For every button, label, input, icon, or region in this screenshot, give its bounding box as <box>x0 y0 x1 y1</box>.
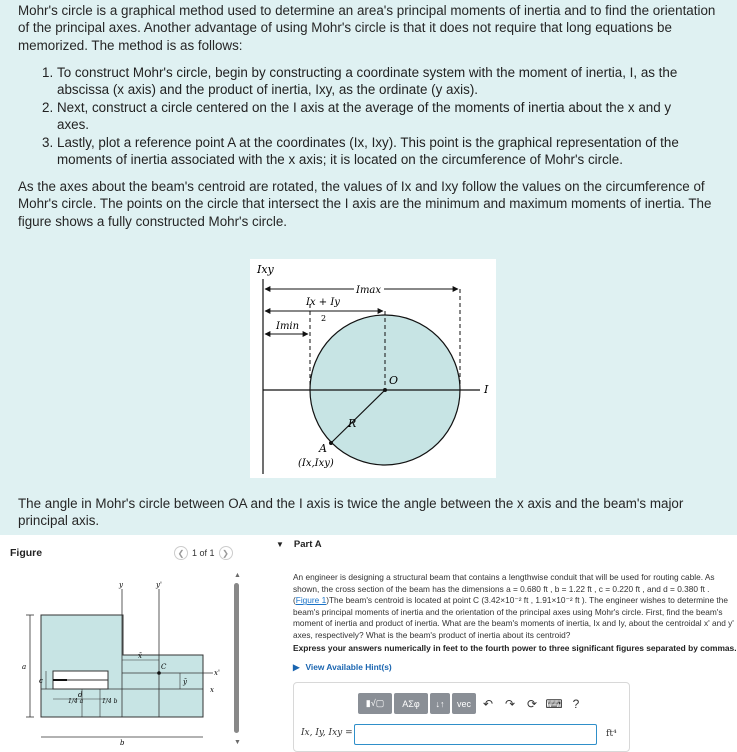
step-item: 3. Lastly, plot a reference point A at the coordinates (Ix, Ixy). This point is the graphical representation of the moments of inertia associated with the x axis; it is located on the circumference of Mohr's circle. <box>42 134 679 168</box>
answer-box <box>293 682 630 752</box>
ixy-axis-label: Ixy <box>257 263 274 276</box>
figure-scrollbar[interactable] <box>234 583 239 733</box>
step-item: 1. To construct Mohr's circle, begin by constructing a coordinate system with the moment of inertia, I, as the abscissa (x axis) and the product of inertia, Ixy, as the ordinate (y axis). <box>42 65 678 98</box>
ybar-label: ȳ <box>183 678 187 686</box>
math-toolbar <box>358 693 586 714</box>
figure-title: Figure <box>10 547 43 559</box>
method-steps <box>42 64 682 168</box>
quarter-a-label: 1/4 a <box>68 698 84 705</box>
redo-icon[interactable]: ↷ <box>504 696 516 711</box>
answer-instructions: Express your answers numerically in feet to the fourth power to three significant figures separated by commas. <box>293 643 737 653</box>
average-denominator: 2 <box>321 314 327 323</box>
centroid-point <box>157 671 161 675</box>
mohr-circle-diagram <box>250 259 496 478</box>
c-label: c <box>39 677 43 685</box>
step-text: To construct Mohr's circle, begin by constructing a coordinate system with the moment of inertia, I, as the abscissa (x axis) and the product of inertia, Ixy, as the ordinate (y axis). <box>57 65 678 98</box>
yp-label: y' <box>156 581 162 589</box>
b-label: b <box>120 739 125 747</box>
vector-button[interactable]: vec <box>452 693 476 714</box>
xp-label: x' <box>214 669 220 677</box>
greek-symbols-button[interactable]: ΑΣφ <box>394 693 428 714</box>
collapse-caret-icon[interactable]: ▼ <box>276 540 284 549</box>
figure-page-count: 1 of 1 <box>192 548 215 558</box>
beam-cross-section-figure[interactable] <box>8 569 230 752</box>
point-a-coords: (Ix,Ixy) <box>298 458 334 469</box>
figure-pager <box>174 546 233 560</box>
intro-paragraph: Mohr's circle is a graphical method used to determine an area's principal moments of inertia and to find the orientation of the principal axes. Another advantage of using Mohr's circle is that it does not require that long equations be memorized. The method is as follows: <box>18 3 716 53</box>
hint-triangle-icon: ▶ <box>293 662 300 672</box>
rotation-paragraph: As the axes about the beam's centroid are rotated, the values of Ix and Ixy follow the values on the circumference of Mohr's circle. The points on the circle that intersect the I axis are the minimum and maximum moments of inertia. The figure shows a fully constructed Mohr's circle. <box>18 179 712 229</box>
problem-area <box>0 535 737 752</box>
imin-label: Imin <box>276 321 300 332</box>
step-text: Lastly, plot a reference point A at the coordinates (Ix, Ixy). This point is the graphical representation of the moments of inertia associated with the x axis; it is located on the circumference of Mohr's circle. <box>57 134 679 168</box>
y-label: y <box>119 581 123 589</box>
point-a <box>329 441 333 445</box>
i-axis-label: I <box>484 383 489 396</box>
part-a-header[interactable] <box>276 539 322 550</box>
a-label: a <box>22 663 27 671</box>
beam-cross-section-svg <box>8 569 230 752</box>
answer-label: Ix, Iy, Ixy = <box>301 728 353 738</box>
step-text: Next, construct a circle centered on the I axis at the average of the moments of inertia about the x and y axes. <box>57 99 672 133</box>
step-item: 2. Next, construct a circle centered on the I axis at the average of the moments of inertia about the x and y axes. <box>42 99 672 133</box>
answer-input[interactable] <box>354 724 597 745</box>
centroid-label: C <box>161 663 167 671</box>
keyboard-icon[interactable]: ⌨ <box>545 696 563 711</box>
next-figure-button[interactable]: ❯ <box>219 546 233 560</box>
reset-icon[interactable]: ⟳ <box>526 696 538 711</box>
answer-unit: ft⁴ <box>606 729 617 739</box>
angle-paragraph: The angle in Mohr's circle between OA and the I axis is twice the angle between the x axis and the beam's major principal axis. <box>18 496 684 529</box>
quarter-b-label: 1/4 b <box>102 698 118 705</box>
undo-icon[interactable]: ↶ <box>482 696 494 711</box>
templates-button[interactable]: ▮√▢ <box>358 693 392 714</box>
part-a-title: Part A <box>293 539 322 550</box>
scroll-up-icon[interactable]: ▲ <box>234 572 241 579</box>
xbar-label: x̄ <box>138 652 142 660</box>
prev-figure-button[interactable]: ❮ <box>174 546 188 560</box>
center-label: O <box>389 374 399 387</box>
problem-statement: An engineer is designing a structural beam that contains a lengthwise conduit that will be used for routing cable. As shown, the cross section of the beam has the dimensions a = 0.680 ft , b = 1.22 ft , c = 0.220 ft , and d = 0.380 ft . (Figure 1)The beam's centroid is located at point C (3.42×10⁻² ft , 1.91×10⁻² ft ). The engineer wishes to determine the beam's principal moments of inertia and the orientation of the principal axes using Mohr's circle. First, find the beam's moment of inertia and product of inertia. What are the beam's moments of inertia, Ix and Iy, about the centroidal x' and y' axes, respectively? What is the beam's product of inertia about its centroid? <box>293 572 734 640</box>
average-numerator: Ix + Iy <box>306 297 340 308</box>
view-hints-link[interactable]: ▶ View Available Hint(s) <box>293 662 392 672</box>
radius-label: R <box>348 417 357 430</box>
subscript-superscript-button[interactable]: ↓↑ <box>430 693 450 714</box>
d-label: d <box>78 691 83 699</box>
imax-label: Imax <box>356 285 382 296</box>
x-label: x <box>210 686 214 694</box>
scroll-down-icon[interactable]: ▼ <box>234 739 241 746</box>
point-a-label: A <box>319 442 327 455</box>
figure-link[interactable]: Figure 1 <box>295 595 327 606</box>
mohr-circle-svg <box>250 259 496 478</box>
help-icon[interactable]: ? <box>572 696 580 711</box>
